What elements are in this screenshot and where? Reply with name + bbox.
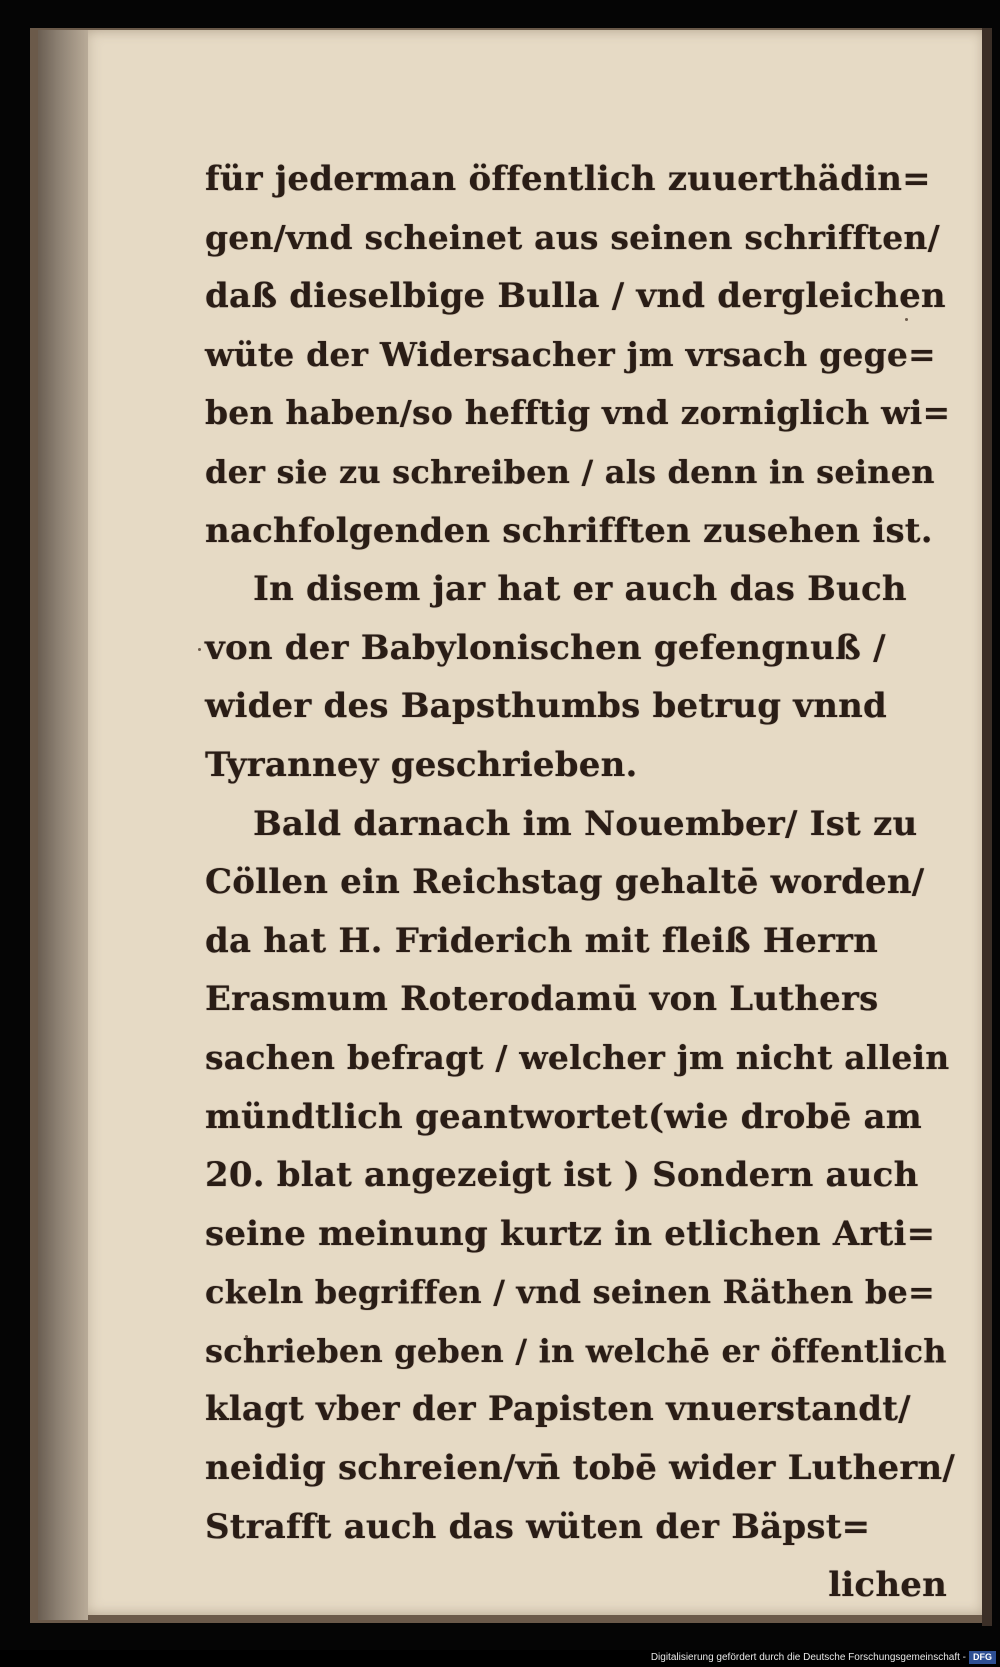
text-line: da hat H. Friderich mit fleiß Herrn — [205, 920, 879, 961]
text-block — [205, 150, 955, 1615]
digitization-credit: Digitalisierung gefördert durch die Deutsche Forschungsgemeinschaft - — [650, 1652, 966, 1663]
text-line: klagt vber der Papisten vnuerstandt/ — [205, 1389, 911, 1430]
text-line: daß dieselbige Bulla / vnd dergleichen — [205, 276, 946, 317]
text-line: ckeln begriffen / vnd seinen Räthen be= — [205, 1273, 935, 1312]
text-line: Strafft auch das wüten der Bäpst= — [205, 1506, 871, 1547]
page-gutter — [38, 30, 88, 1620]
text-line: von der Babylonischen gefengnuß / — [205, 627, 886, 668]
text-line: sachen befragt / welcher jm nicht allein — [205, 1037, 950, 1077]
text-line: wüte der Widersacher jm vrsach gege= — [205, 334, 936, 374]
dfg-logo[interactable]: DFG — [969, 1651, 996, 1664]
text-line: neidig schreien/vn̄ tobē wider Luthern/ — [205, 1448, 955, 1489]
paragraph-start-line: Bald darnach im Nouember/ Ist zu — [253, 803, 918, 844]
text-line: Cöllen ein Reichstag gehaltē worden/ — [205, 862, 925, 903]
right-page-edge — [982, 28, 992, 1626]
text-line: seine meinung kurtz in etlichen Arti= — [205, 1213, 936, 1254]
text-line: Erasmum Roterodamū von Luthers — [205, 979, 879, 1020]
text-line: für jederman öffentlich zuuerthädin= — [205, 159, 931, 199]
paragraph-start-line: In disem jar hat er auch das Buch — [253, 569, 907, 610]
text-line: schrieben geben / in welchē er öffentlich — [205, 1331, 947, 1370]
text-line: nachfolgenden schrifften zusehen ist. — [205, 510, 933, 551]
catchword: lichen — [828, 1565, 947, 1606]
text-line: 20. blat angezeigt ist ) Sondern auch — [205, 1155, 919, 1196]
paper-speck — [198, 648, 201, 651]
text-line: wider des Bapsthumbs betrug vnnd — [205, 686, 888, 727]
text-line: mündtlich geantwortet(wie drobē am — [205, 1096, 922, 1137]
text-line: Tyranney geschrieben. — [205, 744, 638, 785]
text-line: gen/vnd scheinet aus seinen schrifften/ — [205, 217, 940, 257]
text-line: ben haben/so hefftig vnd zorniglich wi= — [205, 393, 951, 433]
text-line: der sie zu schreiben / als denn in seinen — [205, 452, 935, 491]
